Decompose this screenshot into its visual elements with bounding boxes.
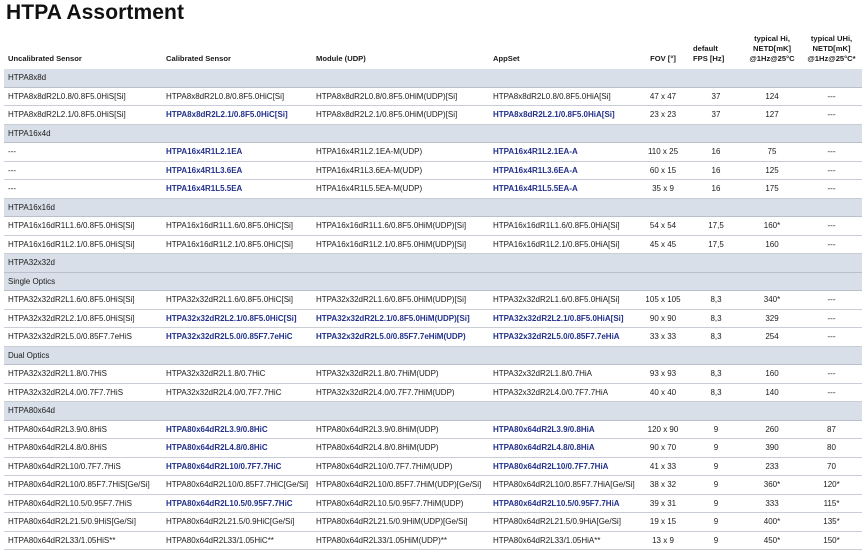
cell-calibrated-sensor: HTPA32x32dR2L5.0/0.85F7.7eHiC (162, 328, 312, 347)
cell-fov: 33 x 33 (637, 328, 689, 347)
cell-calibrated-sensor: HTPA8x8dR2L2.1/0.8F5.0HiC[Si] (162, 106, 312, 125)
cell-fps: 16 (689, 161, 743, 180)
cell-uncalibrated-sensor: HTPA80x64dR2L10.5/0.95F7.7HiS (4, 494, 162, 513)
cell-appset: HTPA16x4R1L3.6EA-A (489, 161, 637, 180)
cell-calibrated-sensor: HTPA16x16dR1L2.1/0.8F5.0HiC[Si] (162, 235, 312, 254)
header-fps (689, 34, 743, 69)
header-netd-hi (743, 34, 801, 69)
cell-calibrated-sensor: HTPA32x32dR2L1.8/0.7HiC (162, 365, 312, 384)
header-netd-hi-line-1: typical Hi, (754, 34, 790, 43)
cell-netd-uhi: --- (801, 309, 862, 328)
group-label: Single Optics (4, 272, 862, 291)
cell-appset: HTPA16x16dR1L1.6/0.8F5.0HiA[Si] (489, 217, 637, 236)
header-netd-uhi-line-3: @1Hz@25°C* (807, 54, 856, 63)
cell-uncalibrated-sensor: HTPA80x64dR2L4.8/0.8HiS (4, 439, 162, 458)
cell-appset: HTPA80x64dR2L33/1.05HiA** (489, 531, 637, 550)
table-row (4, 365, 862, 384)
group-row (4, 346, 862, 365)
group-label: HTPA16x16d (4, 198, 862, 217)
cell-netd-hi: 254 (743, 328, 801, 347)
cell-netd-hi: 390 (743, 439, 801, 458)
cell-fps: 17,5 (689, 235, 743, 254)
cell-appset: HTPA32x32dR2L5.0/0.85F7.7eHiA (489, 328, 637, 347)
cell-netd-hi: 124 (743, 87, 801, 106)
group-row (4, 69, 862, 87)
cell-netd-uhi: --- (801, 161, 862, 180)
cell-calibrated-sensor: HTPA16x4R1L3.6EA (162, 161, 312, 180)
table-body (4, 69, 862, 550)
cell-netd-hi: 140 (743, 383, 801, 402)
group-label: HTPA8x8d (4, 69, 862, 87)
cell-module: HTPA80x64dR2L4.8/0.8HiM(UDP) (312, 439, 489, 458)
cell-netd-uhi: 115* (801, 494, 862, 513)
cell-calibrated-sensor: HTPA32x32dR2L4.0/0.7F7.7HiC (162, 383, 312, 402)
cell-calibrated-sensor: HTPA80x64dR2L10.5/0.95F7.7HiC (162, 494, 312, 513)
cell-fps: 9 (689, 494, 743, 513)
cell-uncalibrated-sensor: HTPA16x16dR1L1.6/0.8F5.0HiS[Si] (4, 217, 162, 236)
cell-fov: 41 x 33 (637, 457, 689, 476)
cell-calibrated-sensor: HTPA32x32dR2L1.6/0.8F5.0HiC[Si] (162, 291, 312, 310)
cell-fps: 9 (689, 476, 743, 495)
cell-uncalibrated-sensor: HTPA32x32dR2L1.6/0.8F5.0HiS[Si] (4, 291, 162, 310)
table-row (4, 420, 862, 439)
cell-fps: 37 (689, 106, 743, 125)
cell-fov: 90 x 90 (637, 309, 689, 328)
table-row (4, 476, 862, 495)
group-row (4, 198, 862, 217)
table-row (4, 531, 862, 550)
cell-appset: HTPA80x64dR2L10/0.7F7.7HiA (489, 457, 637, 476)
cell-calibrated-sensor: HTPA16x4R1L2.1EA (162, 143, 312, 162)
cell-appset: HTPA32x32dR2L1.8/0.7HiA (489, 365, 637, 384)
cell-uncalibrated-sensor: --- (4, 161, 162, 180)
group-label: HTPA32x32d (4, 254, 862, 273)
cell-calibrated-sensor: HTPA16x4R1L5.5EA (162, 180, 312, 199)
cell-fov: 13 x 9 (637, 531, 689, 550)
cell-netd-uhi: --- (801, 235, 862, 254)
cell-netd-uhi: --- (801, 383, 862, 402)
cell-calibrated-sensor: HTPA80x64dR2L10/0.85F7.7HiC[Ge/Si] (162, 476, 312, 495)
cell-appset: HTPA80x64dR2L21.5/0.9HiA[Ge/Si] (489, 513, 637, 532)
cell-module: HTPA32x32dR2L5.0/0.85F7.7eHiM(UDP) (312, 328, 489, 347)
header-netd-uhi (801, 34, 862, 69)
cell-fov: 90 x 70 (637, 439, 689, 458)
cell-calibrated-sensor: HTPA80x64dR2L33/1.05HiC** (162, 531, 312, 550)
cell-uncalibrated-sensor: HTPA80x64dR2L21.5/0.9HiS[Ge/Si] (4, 513, 162, 532)
assortment-table (4, 34, 862, 550)
header-netd-uhi-line-2: NETD[mK] (812, 44, 851, 53)
cell-appset: HTPA32x32dR2L2.1/0.8F5.0HiA[Si] (489, 309, 637, 328)
cell-module: HTPA32x32dR2L2.1/0.8F5.0HiM(UDP)[Si] (312, 309, 489, 328)
table-row (4, 383, 862, 402)
cell-appset: HTPA80x64dR2L4.8/0.8HiA (489, 439, 637, 458)
cell-netd-uhi: 120* (801, 476, 862, 495)
cell-netd-hi: 75 (743, 143, 801, 162)
cell-uncalibrated-sensor: HTPA80x64dR2L33/1.05HiS** (4, 531, 162, 550)
cell-appset: HTPA16x4R1L5.5EA-A (489, 180, 637, 199)
group-label: HTPA80x64d (4, 402, 862, 421)
cell-netd-hi: 400* (743, 513, 801, 532)
header-netd-hi-line-3: @1Hz@25°C (749, 54, 795, 63)
cell-fps: 16 (689, 180, 743, 199)
cell-calibrated-sensor: HTPA80x64dR2L21.5/0.9HiC[Ge/Si] (162, 513, 312, 532)
cell-fps: 8,3 (689, 328, 743, 347)
group-row (4, 124, 862, 143)
table-row (4, 494, 862, 513)
header-fov: FOV [°] (650, 54, 676, 63)
cell-uncalibrated-sensor: HTPA8x8dR2L2.1/0.8F5.0HiS[Si] (4, 106, 162, 125)
table-row (4, 217, 862, 236)
cell-appset: HTPA8x8dR2L0.8/0.8F5.0HiA[Si] (489, 87, 637, 106)
cell-netd-uhi: 70 (801, 457, 862, 476)
cell-fov: 54 x 54 (637, 217, 689, 236)
cell-module: HTPA32x32dR2L1.6/0.8F5.0HiM(UDP)[Si] (312, 291, 489, 310)
cell-fps: 16 (689, 143, 743, 162)
cell-appset: HTPA80x64dR2L10/0.85F7.7HiA[Ge/Si] (489, 476, 637, 495)
cell-uncalibrated-sensor: --- (4, 143, 162, 162)
cell-calibrated-sensor: HTPA80x64dR2L3.9/0.8HiC (162, 420, 312, 439)
cell-netd-hi: 329 (743, 309, 801, 328)
cell-netd-hi: 260 (743, 420, 801, 439)
cell-netd-uhi: --- (801, 143, 862, 162)
cell-fps: 8,3 (689, 309, 743, 328)
cell-fov: 93 x 93 (637, 365, 689, 384)
cell-module: HTPA16x4R1L5.5EA-M(UDP) (312, 180, 489, 199)
cell-fov: 105 x 105 (637, 291, 689, 310)
cell-fps: 8,3 (689, 291, 743, 310)
cell-netd-hi: 160 (743, 365, 801, 384)
group-row (4, 254, 862, 273)
cell-fov: 39 x 31 (637, 494, 689, 513)
group-label: Dual Optics (4, 346, 862, 365)
cell-uncalibrated-sensor: HTPA32x32dR2L5.0/0.85F7.7eHiS (4, 328, 162, 347)
cell-netd-hi: 160 (743, 235, 801, 254)
cell-fov: 38 x 32 (637, 476, 689, 495)
header-module: Module (UDP) (316, 54, 366, 63)
header-fps-line-2: FPS [Hz] (693, 54, 725, 63)
cell-fov: 23 x 23 (637, 106, 689, 125)
cell-calibrated-sensor: HTPA80x64dR2L10/0.7F7.7HiC (162, 457, 312, 476)
cell-module: HTPA8x8dR2L0.8/0.8F5.0HiM(UDP)[Si] (312, 87, 489, 106)
cell-appset: HTPA80x64dR2L10.5/0.95F7.7HiA (489, 494, 637, 513)
table-row (4, 87, 862, 106)
cell-module: HTPA80x64dR2L33/1.05HiM(UDP)** (312, 531, 489, 550)
header-calibrated-sensor: Calibrated Sensor (166, 54, 231, 63)
cell-fps: 9 (689, 420, 743, 439)
cell-module: HTPA80x64dR2L10/0.7F7.7HiM(UDP) (312, 457, 489, 476)
cell-uncalibrated-sensor: --- (4, 180, 162, 199)
cell-netd-uhi: --- (801, 87, 862, 106)
cell-fps: 8,3 (689, 365, 743, 384)
cell-uncalibrated-sensor: HTPA16x16dR1L2.1/0.8F5.0HiS[Si] (4, 235, 162, 254)
cell-netd-hi: 175 (743, 180, 801, 199)
table-row (4, 457, 862, 476)
cell-calibrated-sensor: HTPA16x16dR1L1.6/0.8F5.0HiC[Si] (162, 217, 312, 236)
table-row (4, 161, 862, 180)
cell-module: HTPA16x4R1L3.6EA-M(UDP) (312, 161, 489, 180)
cell-fov: 40 x 40 (637, 383, 689, 402)
cell-netd-uhi: --- (801, 217, 862, 236)
header-row (4, 34, 862, 69)
cell-module: HTPA80x64dR2L3.9/0.8HiM(UDP) (312, 420, 489, 439)
cell-fov: 60 x 15 (637, 161, 689, 180)
group-row (4, 272, 862, 291)
cell-netd-uhi: --- (801, 365, 862, 384)
cell-uncalibrated-sensor: HTPA80x64dR2L3.9/0.8HiS (4, 420, 162, 439)
cell-appset: HTPA80x64dR2L3.9/0.8HiA (489, 420, 637, 439)
cell-netd-uhi: 87 (801, 420, 862, 439)
header-netd-hi-line-2: NETD[mK] (753, 44, 791, 53)
cell-netd-uhi: --- (801, 291, 862, 310)
cell-appset: HTPA8x8dR2L2.1/0.8F5.0HiA[Si] (489, 106, 637, 125)
table-row (4, 235, 862, 254)
cell-appset: HTPA16x16dR1L2.1/0.8F5.0HiA[Si] (489, 235, 637, 254)
table-row (4, 143, 862, 162)
cell-netd-uhi: 80 (801, 439, 862, 458)
cell-uncalibrated-sensor: HTPA32x32dR2L1.8/0.7HiS (4, 365, 162, 384)
cell-uncalibrated-sensor: HTPA80x64dR2L10/0.7F7.7HiS (4, 457, 162, 476)
cell-netd-uhi: --- (801, 328, 862, 347)
table-row (4, 106, 862, 125)
cell-appset: HTPA32x32dR2L1.6/0.8F5.0HiA[Si] (489, 291, 637, 310)
cell-fov: 19 x 15 (637, 513, 689, 532)
cell-module: HTPA80x64dR2L21.5/0.9HiM(UDP)[Ge/Si] (312, 513, 489, 532)
cell-netd-hi: 340* (743, 291, 801, 310)
cell-uncalibrated-sensor: HTPA32x32dR2L2.1/0.8F5.0HiS[Si] (4, 309, 162, 328)
table-row (4, 291, 862, 310)
group-row (4, 402, 862, 421)
page-title: HTPA Assortment (6, 1, 185, 24)
cell-fps: 37 (689, 87, 743, 106)
cell-module: HTPA32x32dR2L4.0/0.7F7.7HiM(UDP) (312, 383, 489, 402)
cell-netd-hi: 127 (743, 106, 801, 125)
table-row (4, 180, 862, 199)
group-label: HTPA16x4d (4, 124, 862, 143)
cell-fps: 9 (689, 457, 743, 476)
cell-netd-hi: 450* (743, 531, 801, 550)
cell-netd-hi: 360* (743, 476, 801, 495)
cell-netd-uhi: 135* (801, 513, 862, 532)
cell-fov: 47 x 47 (637, 87, 689, 106)
cell-netd-hi: 333 (743, 494, 801, 513)
cell-fov: 120 x 90 (637, 420, 689, 439)
header-fps-line-1: default (693, 44, 718, 53)
cell-module: HTPA32x32dR2L1.8/0.7HiM(UDP) (312, 365, 489, 384)
cell-module: HTPA16x4R1L2.1EA-M(UDP) (312, 143, 489, 162)
header-appset: AppSet (493, 54, 520, 63)
cell-calibrated-sensor: HTPA32x32dR2L2.1/0.8F5.0HiC[Si] (162, 309, 312, 328)
cell-uncalibrated-sensor: HTPA8x8dR2L0.8/0.8F5.0HiS[Si] (4, 87, 162, 106)
cell-netd-uhi: --- (801, 180, 862, 199)
cell-appset: HTPA16x4R1L2.1EA-A (489, 143, 637, 162)
table-row (4, 513, 862, 532)
cell-uncalibrated-sensor: HTPA32x32dR2L4.0/0.7F7.7HiS (4, 383, 162, 402)
cell-appset: HTPA32x32dR2L4.0/0.7F7.7HiA (489, 383, 637, 402)
cell-netd-hi: 160* (743, 217, 801, 236)
cell-module: HTPA80x64dR2L10.5/0.95F7.7HiM(UDP) (312, 494, 489, 513)
cell-netd-hi: 233 (743, 457, 801, 476)
cell-fov: 110 x 25 (637, 143, 689, 162)
cell-fps: 17,5 (689, 217, 743, 236)
cell-calibrated-sensor: HTPA8x8dR2L0.8/0.8F5.0HiC[Si] (162, 87, 312, 106)
cell-module: HTPA16x16dR1L2.1/0.8F5.0HiM(UDP)[Si] (312, 235, 489, 254)
cell-fps: 8,3 (689, 383, 743, 402)
cell-module: HTPA16x16dR1L1.6/0.8F5.0HiM(UDP)[Si] (312, 217, 489, 236)
cell-module: HTPA8x8dR2L2.1/0.8F5.0HiM(UDP)[Si] (312, 106, 489, 125)
cell-module: HTPA80x64dR2L10/0.85F7.7HiM(UDP)[Ge/Si] (312, 476, 489, 495)
cell-fov: 35 x 9 (637, 180, 689, 199)
cell-calibrated-sensor: HTPA80x64dR2L4.8/0.8HiC (162, 439, 312, 458)
cell-uncalibrated-sensor: HTPA80x64dR2L10/0.85F7.7HiS[Ge/Si] (4, 476, 162, 495)
cell-fps: 9 (689, 531, 743, 550)
cell-fps: 9 (689, 439, 743, 458)
cell-fps: 9 (689, 513, 743, 532)
table-row (4, 309, 862, 328)
cell-fov: 45 x 45 (637, 235, 689, 254)
table-row (4, 439, 862, 458)
cell-netd-hi: 125 (743, 161, 801, 180)
cell-netd-uhi: 150* (801, 531, 862, 550)
table-row (4, 328, 862, 347)
header-uncalibrated-sensor: Uncalibrated Sensor (8, 54, 82, 63)
header-netd-uhi-line-1: typical UHi, (810, 34, 853, 43)
cell-netd-uhi: --- (801, 106, 862, 125)
